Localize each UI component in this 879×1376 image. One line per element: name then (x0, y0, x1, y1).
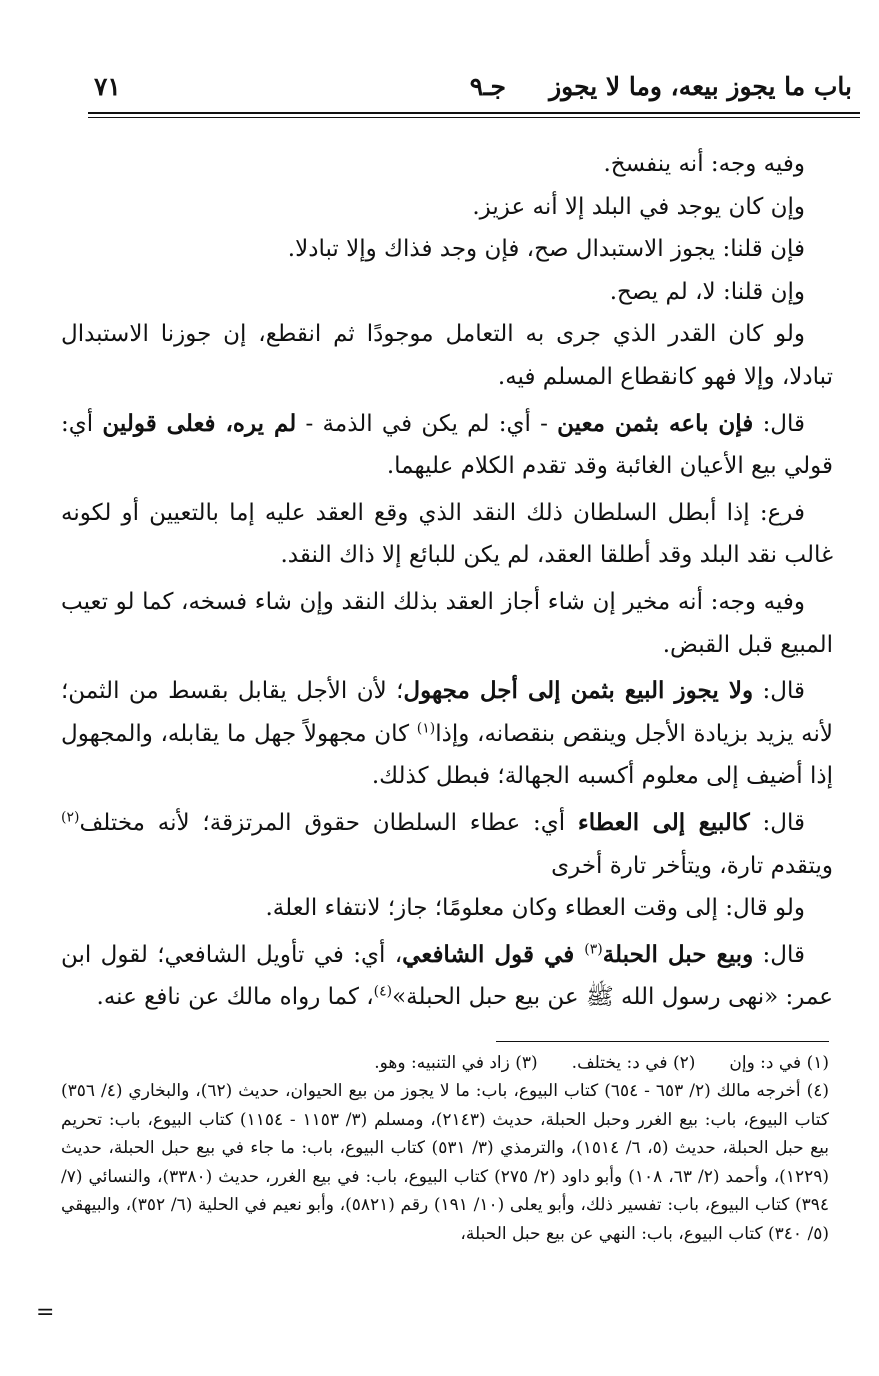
matn-text: فإن باعه بثمن معين (557, 409, 754, 437)
matn-text: كالبيع إلى العطاء (577, 808, 750, 836)
footnote-marker: (٤) (373, 983, 393, 1000)
paragraph: قال: كالبيع إلى العطاء أي: عطاء السلطان حقوق المرتزقة؛ لأنه مختلف$^{(٢)}$ ويتقدم تارة، ويتأخر تارة أخرى (61, 808, 833, 879)
paragraph: ولو قال: إلى وقت العطاء وكان معلومًا؛ جاز؛ لانتفاء العلة. (265, 895, 805, 922)
chapter-title: باب ما يجوز بيعه، وما لا يجوز (549, 72, 852, 101)
footnote: (٢) في د: يختلف. (571, 1053, 696, 1073)
paragraph: وإن كان يوجد في البلد إلا أنه عزيز. (472, 193, 805, 220)
paragraph: فإن قلنا: يجوز الاستبدال صح، فإن وجد فذاك وإلا تبادلا. (287, 236, 805, 263)
footnote-marker: (٣) (584, 941, 603, 958)
paragraph: وإن قلنا: لا، لم يصح. (609, 278, 805, 305)
footnote: (١) في د: وإن (729, 1053, 829, 1073)
footnotes (61, 1049, 829, 1248)
footnote-separator (496, 1041, 829, 1042)
matn-text: ولا يجوز البيع بثمن إلى أجل مجهول (403, 677, 754, 705)
paragraph: ولو كان القدر الذي جرى به التعامل موجودًا ثم انقطع، إن جوزنا الاستبدال تبادلا، وإلا فهو كانقطاع المسلم فيه. (61, 321, 833, 390)
page-number: ٧١ (94, 72, 121, 101)
header-rule-thin (88, 117, 860, 118)
main-text (61, 143, 833, 1019)
quote-label: قال: (762, 410, 806, 437)
paragraph: قال: فإن باعه بثمن معين - أي: لم يكن في الذمة - لم يره، فعلى قولين أي: قولي بيع الأعيان الغائبة وقد تقدم الكلام عليهما. (61, 409, 833, 480)
footnote-marker: (١) (416, 720, 436, 737)
paragraph: فرع: إذا أبطل السلطان ذلك النقد الذي وقع العقد عليه إما بالتعيين أو لكونه غالب نقد البلد وقد أطلقا العقد، لم يكن للبائع إلا ذاك النقد. (61, 499, 833, 569)
paragraph: وفيه وجه: أنه ينفسخ. (603, 151, 805, 177)
paragraph: قال: ولا يجوز البيع بثمن إلى أجل مجهول؛ لأن الأجل يقابل بقسط من الثمن؛ لأنه يزيد بزيادة الأجل وينقص بنقصانه، وإذا$^{(١)}$ كان مجهولاً جهل ما يقابله، والمجهول إذا أضيف إلى معلوم أكسبه الجهالة؛ فبطل كذلك. (61, 677, 833, 790)
paragraph: قال: وبيع حبل الحبلة$^{(٣)}$ في قول الشافعي، أي: في تأويل الشافعي؛ لقول ابن عمر: «نهى رسول الله ﷺ عن بيع حبل الحبلة»$^{(٤)}$، كما رواه مالك عن نافع عنه. (61, 940, 833, 1011)
header-rule-thick (88, 112, 860, 114)
footnote: (٤) أخرجه مالك (٢/ ٦٥٣ - ٦٥٤) كتاب البيوع، باب: ما لا يجوز من بيع الحيوان، حديث (٦٢)، والبخاري (٤/ ٣٥٦) كتاب البيوع، باب: بيع الغرر وحبل الحبلة، حديث (٢١٤٣)، ومسلم (٣/ ١١٥٣ - ١١٥٤) كتاب البيوع، باب: تحريم بيع حبل الحبلة، حديث (٥، ٦/ ١٥١٤)، والترمذي (٣/ ٥٣١) كتاب البيوع، باب: ما جاء في بيع حبل الحبلة، حديث (١٢٢٩)، وأحمد (٢/ ٦٣، ١٠٨) وأبو داود (٢/ ٢٧٥) كتاب البيوع، باب: في بيع الغرر، حديث (٣٣٨٠)، والنسائي (٧/ ٣٩٤) كتاب البيوع، باب: تفسير ذلك، وأبو يعلى (١٠/ ١٩١) رقم (٥٨٢١)، وأبو نعيم في الحلية (٦/ ٣٥٢)، والبيهقي (٥/ ٣٤٠) كتاب البيوع، باب: النهي عن بيع حبل الحبلة، (61, 1081, 830, 1244)
continuation-mark: = (36, 1300, 55, 1325)
quote-label: قال: (762, 941, 805, 968)
running-header (88, 72, 858, 106)
footnote-marker: (٢) (61, 809, 80, 826)
footnote: (٣) زاد في التنبيه: وهو. (374, 1053, 538, 1073)
paragraph: وفيه وجه: أنه مخير إن شاء أجاز العقد بذلك النقد وإن شاء فسخه، كما لو تعيب المبيع قبل القبض. (61, 588, 833, 658)
quote-label: قال: (762, 678, 805, 705)
matn-text: وبيع حبل الحبلة (602, 940, 754, 968)
matn-text: في قول الشافعي (402, 940, 585, 968)
footnote-row (61, 1049, 829, 1077)
quote-label: قال: (762, 809, 805, 836)
volume-number: جـ٩ (469, 72, 506, 101)
matn-text: لم يره، فعلى قولين (102, 409, 297, 437)
